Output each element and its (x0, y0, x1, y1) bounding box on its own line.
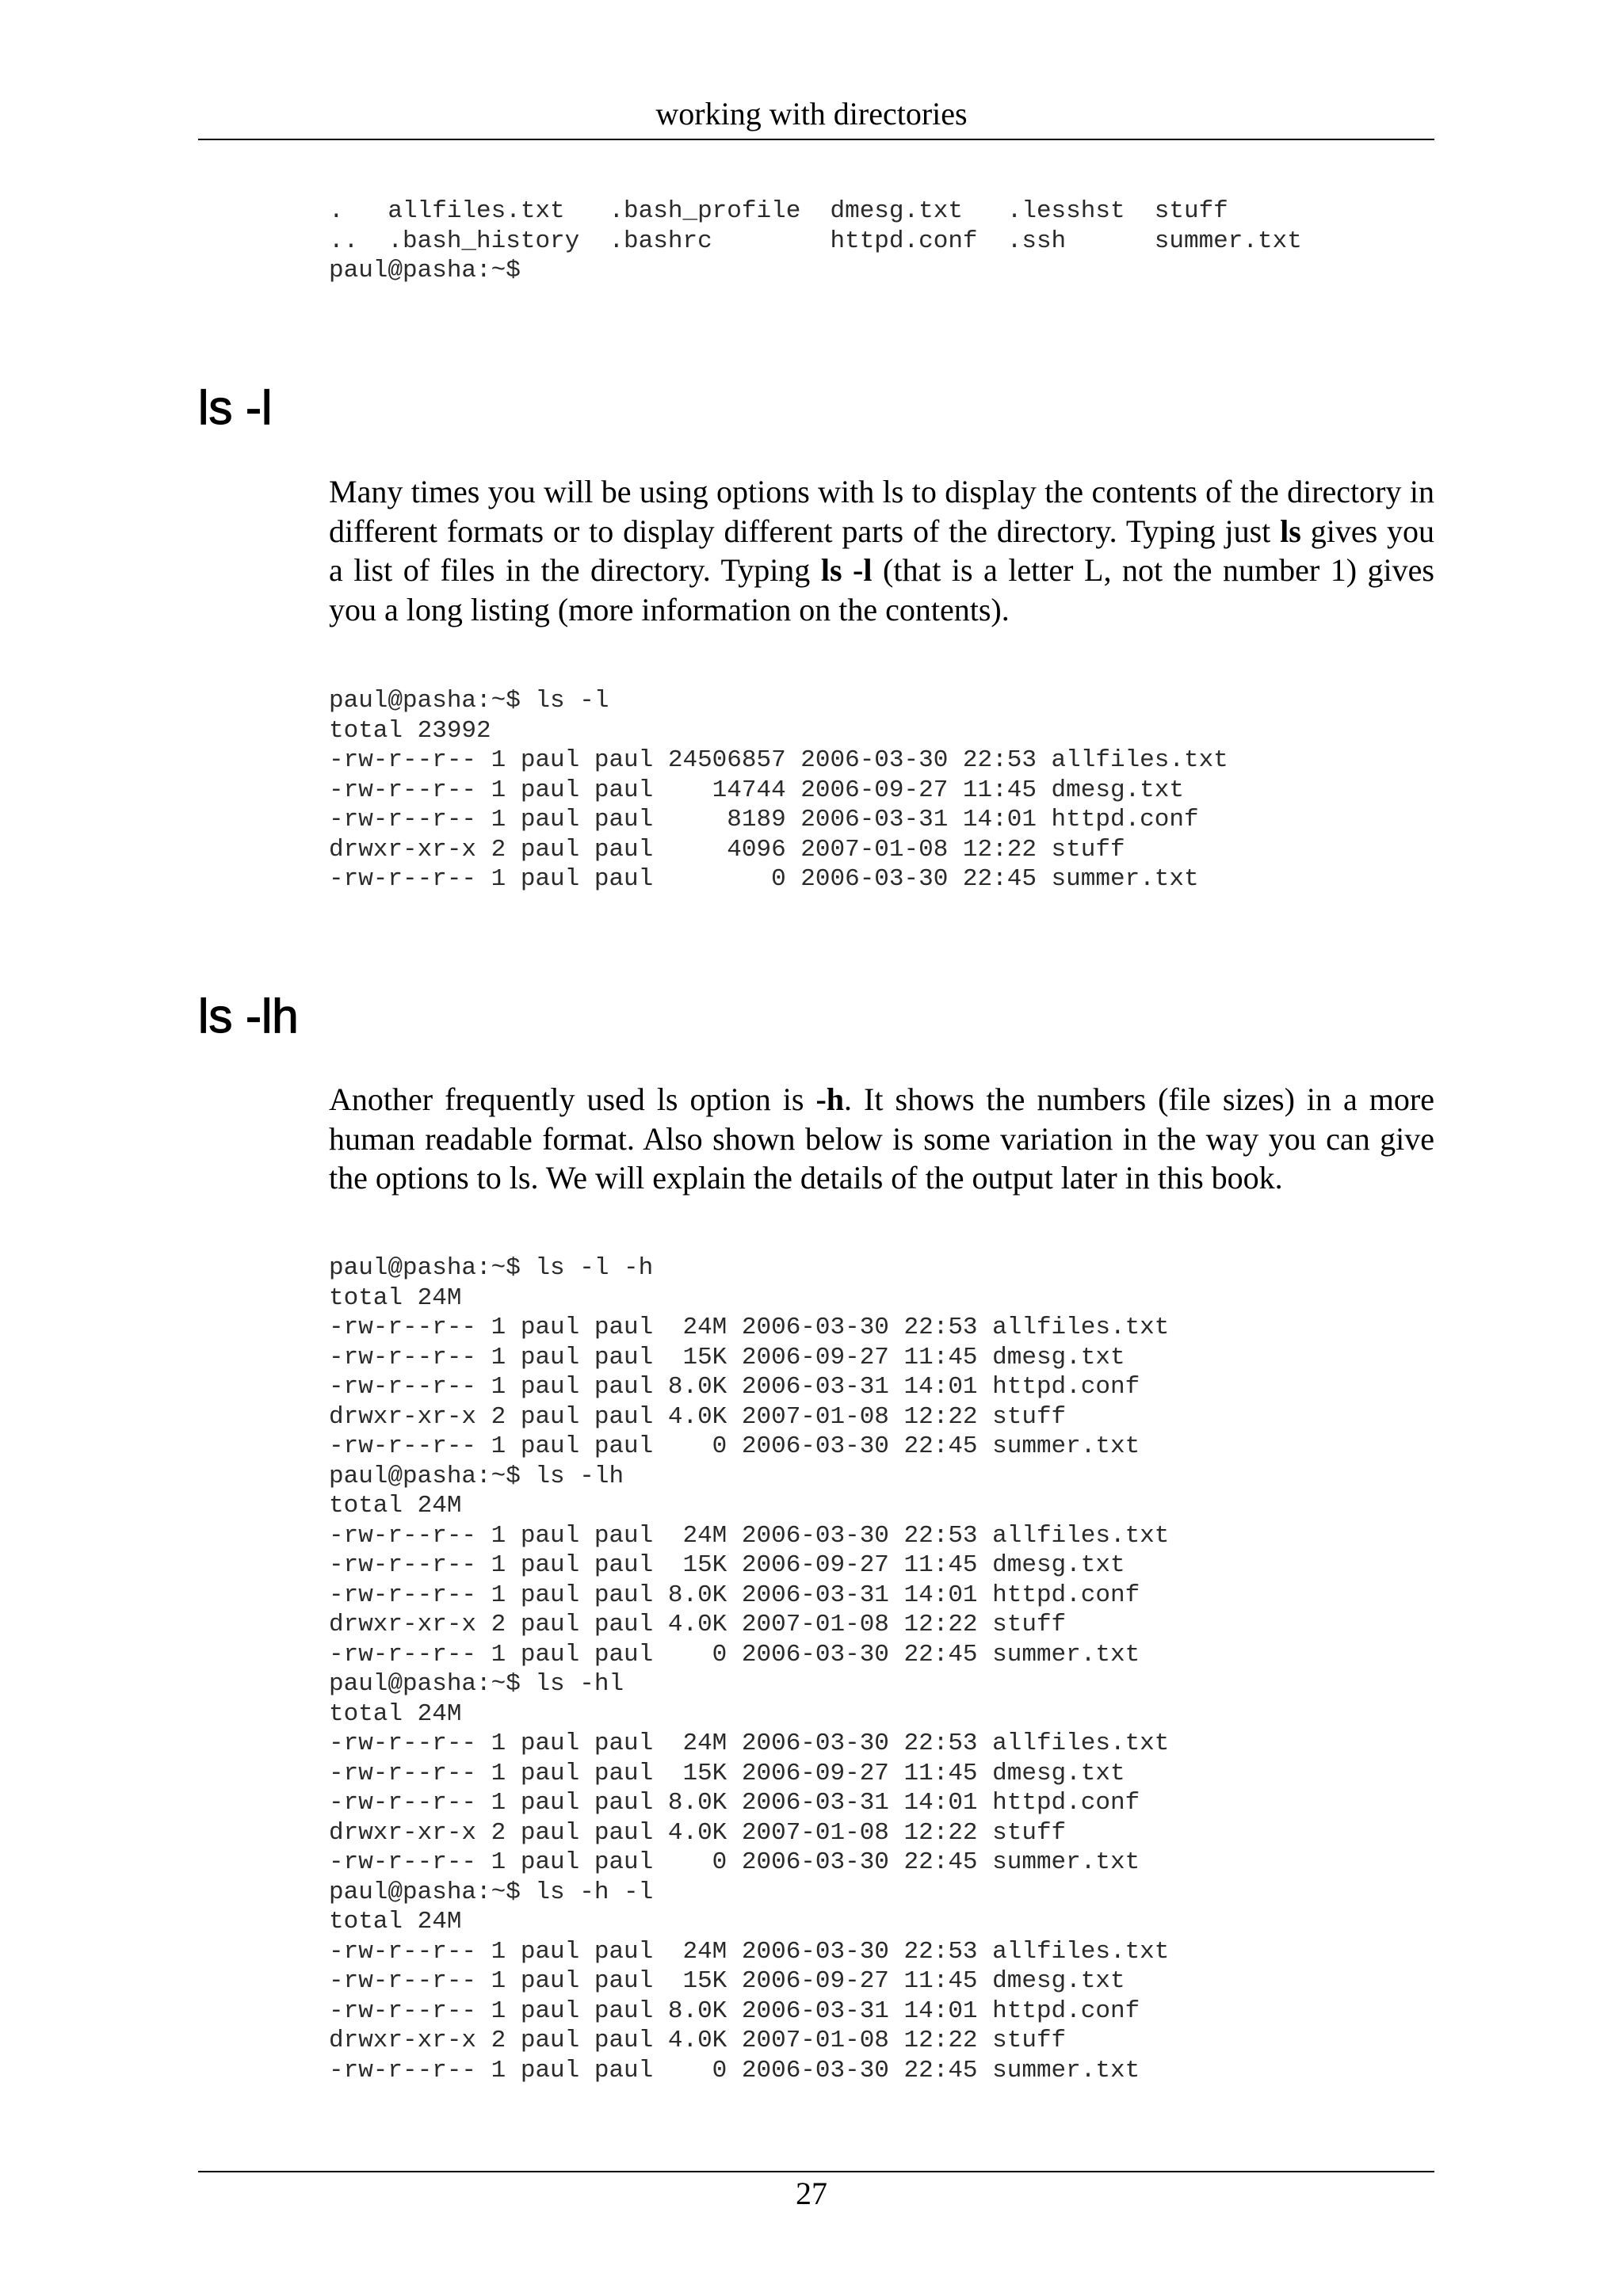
code-line: .. .bash_history .bashrc httpd.conf .ssh summer.txt (329, 227, 1302, 255)
code-block-ls-l (329, 686, 1228, 894)
code-line: -rw-r--r-- 1 paul paul 0 2006-03-30 22:45 summer.txt (329, 865, 1199, 893)
code-line: drwxr-xr-x 2 paul paul 4.0K 2007-01-08 12:22 stuff (329, 2027, 1067, 2054)
code-line: -rw-r--r-- 1 paul paul 8189 2006-03-31 14:01 httpd.conf (329, 806, 1199, 833)
code-line: -rw-r--r-- 1 paul paul 8.0K 2006-03-31 14:01 httpd.conf (329, 1997, 1140, 2025)
code-block-ls-a (329, 196, 1302, 286)
paragraph-bold-h: -h (815, 1081, 845, 1117)
header-rule (198, 139, 1434, 140)
code-line: drwxr-xr-x 2 paul paul 4.0K 2007-01-08 12:22 stuff (329, 1611, 1067, 1638)
code-line: paul@pasha:~$ ls -l (329, 687, 609, 715)
paragraph-text: gives you a list of files in the directory. Typing (329, 513, 1435, 588)
code-line: -rw-r--r-- 1 paul paul 24M 2006-03-30 22:53 allfiles.txt (329, 1314, 1170, 1341)
code-line: paul@pasha:~$ ls -lh (329, 1462, 624, 1490)
code-line: drwxr-xr-x 2 paul paul 4.0K 2007-01-08 12:22 stuff (329, 1402, 1067, 1431)
paragraph-ls-l (329, 472, 1434, 629)
code-line: -rw-r--r-- 1 paul paul 24506857 2006-03-30 22:53 allfiles.txt (329, 746, 1228, 774)
code-line: paul@pasha:~$ (329, 257, 521, 284)
code-line: total 24M (329, 1492, 462, 1520)
code-block-ls-lh (329, 1253, 1169, 2085)
code-line: -rw-r--r-- 1 paul paul 8.0K 2006-03-31 14:01 httpd.conf (329, 1581, 1140, 1609)
section-heading-ls-lh: ls -lh (198, 990, 299, 1043)
paragraph-bold-ls: ls (1280, 513, 1301, 549)
code-line: paul@pasha:~$ ls -hl (329, 1670, 624, 1698)
code-line: -rw-r--r-- 1 paul paul 15K 2006-09-27 11:45 dmesg.txt (329, 1343, 1125, 1371)
code-line: -rw-r--r-- 1 paul paul 0 2006-03-30 22:45 summer.txt (329, 2056, 1140, 2084)
code-line: total 24M (329, 1908, 462, 1936)
code-line: -rw-r--r-- 1 paul paul 15K 2006-09-27 11:45 dmesg.txt (329, 1759, 1125, 1787)
code-line: -rw-r--r-- 1 paul paul 0 2006-03-30 22:45 summer.txt (329, 1640, 1140, 1669)
paragraph-text: . It shows the numbers (file sizes) in a more human readable format. Also shown below is some variation in the way you can give the options to ls. We will explain the details of the output later in this book. (329, 1081, 1434, 1196)
code-line: -rw-r--r-- 1 paul paul 0 2006-03-30 22:45 summer.txt (329, 1432, 1140, 1460)
code-line: -rw-r--r-- 1 paul paul 8.0K 2006-03-31 14:01 httpd.conf (329, 1789, 1140, 1817)
code-line: total 24M (329, 1699, 462, 1728)
running-header: working with directories (655, 96, 968, 132)
code-line: drwxr-xr-x 2 paul paul 4.0K 2007-01-08 12:22 stuff (329, 1818, 1067, 1847)
code-line: -rw-r--r-- 1 paul paul 8.0K 2006-03-31 14:01 httpd.conf (329, 1373, 1140, 1401)
code-line: -rw-r--r-- 1 paul paul 24M 2006-03-30 22:53 allfiles.txt (329, 1730, 1170, 1757)
paragraph-ls-lh (329, 1080, 1434, 1198)
paragraph-text: Many times you will be using options with ls to display the contents of the directory in different formats or to display different parts of the directory. Typing just (329, 474, 1434, 549)
code-line: -rw-r--r-- 1 paul paul 15K 2006-09-27 11:45 dmesg.txt (329, 1967, 1125, 1995)
paragraph-text: Another frequently used ls option is (329, 1081, 816, 1117)
footer-rule (198, 2171, 1434, 2172)
page-number: 27 (796, 2176, 827, 2211)
code-line: paul@pasha:~$ ls -h -l (329, 1878, 654, 1906)
code-line: -rw-r--r-- 1 paul paul 24M 2006-03-30 22:53 allfiles.txt (329, 1937, 1170, 1966)
code-line: -rw-r--r-- 1 paul paul 24M 2006-03-30 22:53 allfiles.txt (329, 1521, 1170, 1550)
code-line: . allfiles.txt .bash_profile dmesg.txt .lesshst stuff (329, 197, 1228, 225)
code-line: -rw-r--r-- 1 paul paul 14744 2006-09-27 11:45 dmesg.txt (329, 776, 1184, 804)
code-line: -rw-r--r-- 1 paul paul 15K 2006-09-27 11:45 dmesg.txt (329, 1551, 1125, 1579)
code-line: total 24M (329, 1283, 462, 1312)
code-line: total 23992 (329, 716, 491, 745)
section-heading-ls-l: ls -l (198, 381, 273, 434)
code-line: -rw-r--r-- 1 paul paul 0 2006-03-30 22:45 summer.txt (329, 1848, 1140, 1876)
code-line: drwxr-xr-x 2 paul paul 4096 2007-01-08 12:22 stuff (329, 835, 1125, 864)
paragraph-text: (that is a letter L, not the number 1) gives you a long listing (more information on the contents). (329, 552, 1434, 627)
code-line: paul@pasha:~$ ls -l -h (329, 1254, 654, 1282)
paragraph-bold-ls-l: ls -l (820, 552, 873, 588)
